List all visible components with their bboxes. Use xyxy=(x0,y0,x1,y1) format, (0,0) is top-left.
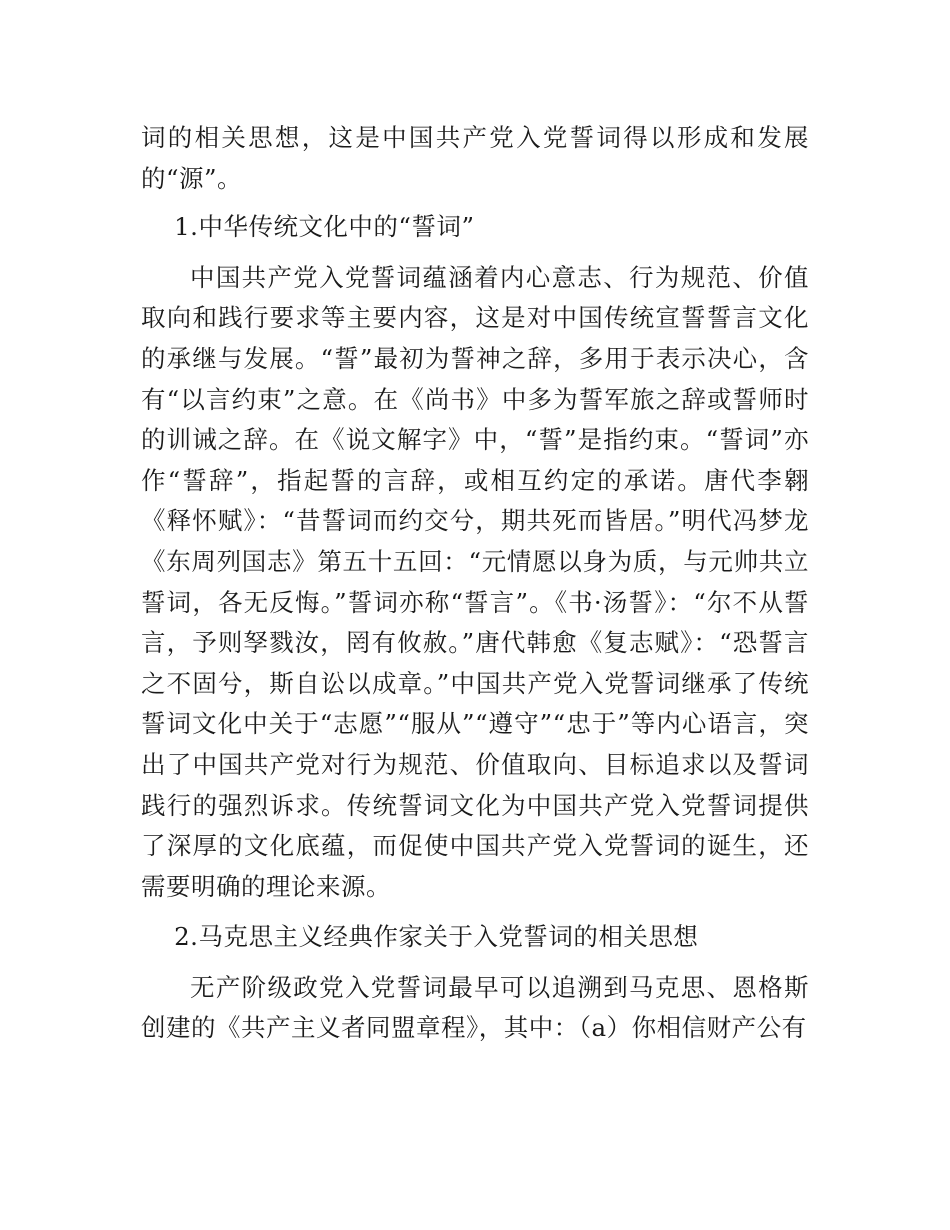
body-paragraph-1: 中国共产党入党誓词蕴涵着内心意志、行为规范、价值取向和践行要求等主要内容，这是对中国传统宣誓誓言文化的承继与发展。“誓”最初为誓神之辞，多用于表示决心，含有“以言约束”之意。在《尚书》中多为誓军旅之辞或誓师时的训诫之辞。在《说文解字》中，“誓”是指约束。“誓词”亦作“誓辞”，指起誓的言辞，或相互约定的承诺。唐代李翱《释怀赋》：“昔誓词而约交兮，期共死而皆居。”明代冯梦龙《东周列国志》第五十五回：“元情愿以身为质，与元帅共立誓词，各无反悔。”誓词亦称“誓言”。《书·汤誓》：“尔不从誓言，予则孥戮汝，罔有攸赦。”唐代韩愈《复志赋》：“恐誓言之不固兮，斯自讼以成章。”中国共产党入党誓词继承了传统誓词文化中关于“志愿”“服从”“遵守”“忠于”等内心语言，突出了中国共产党对行为规范、价值取向、目标追求以及誓词践行的强烈诉求。传统誓词文化为中国共产党入党誓词提供了深厚的文化底蕴，而促使中国共产党入党誓词的诞生，还需要明确的理论来源。 xyxy=(141,262,809,901)
document-body xyxy=(141,118,809,1049)
continuation-paragraph: 词的相关思想，这是中国共产党入党誓词得以形成和发展的“源”。 xyxy=(141,123,809,193)
section-heading-2: 2.马克思主义经典作家关于入党誓词的相关思想 xyxy=(174,922,699,952)
body-paragraph-2: 无产阶级政党入党誓词最早可以追溯到马克思、恩格斯创建的《共产主义者同盟章程》，其中：（a）你相信财产公有 xyxy=(141,972,809,1043)
section-heading-1: 1.中华传统文化中的“誓词” xyxy=(174,212,475,242)
